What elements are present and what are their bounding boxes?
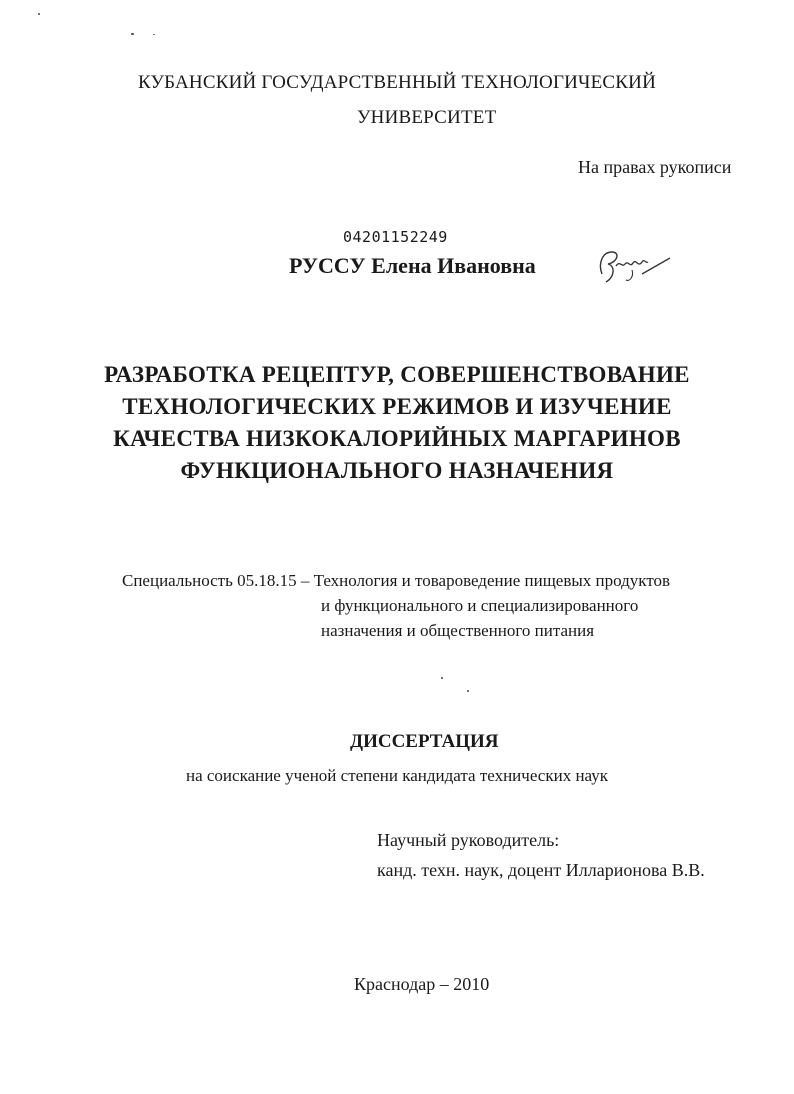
manuscript-note: На правах рукописи: [578, 157, 732, 177]
thesis-title: [0, 359, 794, 487]
thesis-title-line: КАЧЕСТВА НИЗКОКАЛОРИЙНЫХ МАРГАРИНОВ: [113, 426, 681, 451]
university-name-line1: КУБАНСКИЙ ГОСУДАРСТВЕННЫЙ ТЕХНОЛОГИЧЕСКИЙ: [137, 72, 656, 93]
supervisor-name: канд. техн. наук, доцент Илларионова В.В.: [377, 860, 705, 880]
scan-speck: [38, 13, 40, 15]
specialty-line: Специальность 05.18.15 – Технология и товароведение пищевых продуктов: [122, 571, 671, 590]
scan-speck: [153, 34, 155, 35]
university-name-line2: УНИВЕРСИТЕТ: [357, 107, 497, 128]
degree-subtitle: на соискание ученой степени кандидата технических наук: [185, 766, 608, 785]
scan-speck: [131, 33, 134, 35]
author-name: РУССУ Елена Ивановна: [289, 253, 536, 278]
place-and-year: Краснодар – 2010: [354, 974, 490, 994]
signature-icon: [592, 244, 674, 286]
thesis-title-line: РАЗРАБОТКА РЕЦЕПТУР, СОВЕРШЕНСТВОВАНИЕ: [104, 362, 690, 387]
document-type-heading: ДИССЕРТАЦИЯ: [350, 731, 499, 752]
catalog-number: 04201152249: [343, 228, 448, 246]
scan-speck: [441, 677, 443, 679]
supervisor-label: Научный руководитель:: [377, 830, 560, 850]
specialty-line: и функционального и специализированного: [321, 596, 639, 615]
thesis-title-line: ФУНКЦИОНАЛЬНОГО НАЗНАЧЕНИЯ: [180, 458, 614, 483]
specialty-line: назначения и общественного питания: [321, 621, 595, 640]
scan-speck: [467, 690, 469, 692]
thesis-title-line: ТЕХНОЛОГИЧЕСКИХ РЕЖИМОВ И ИЗУЧЕНИЕ: [122, 394, 672, 419]
